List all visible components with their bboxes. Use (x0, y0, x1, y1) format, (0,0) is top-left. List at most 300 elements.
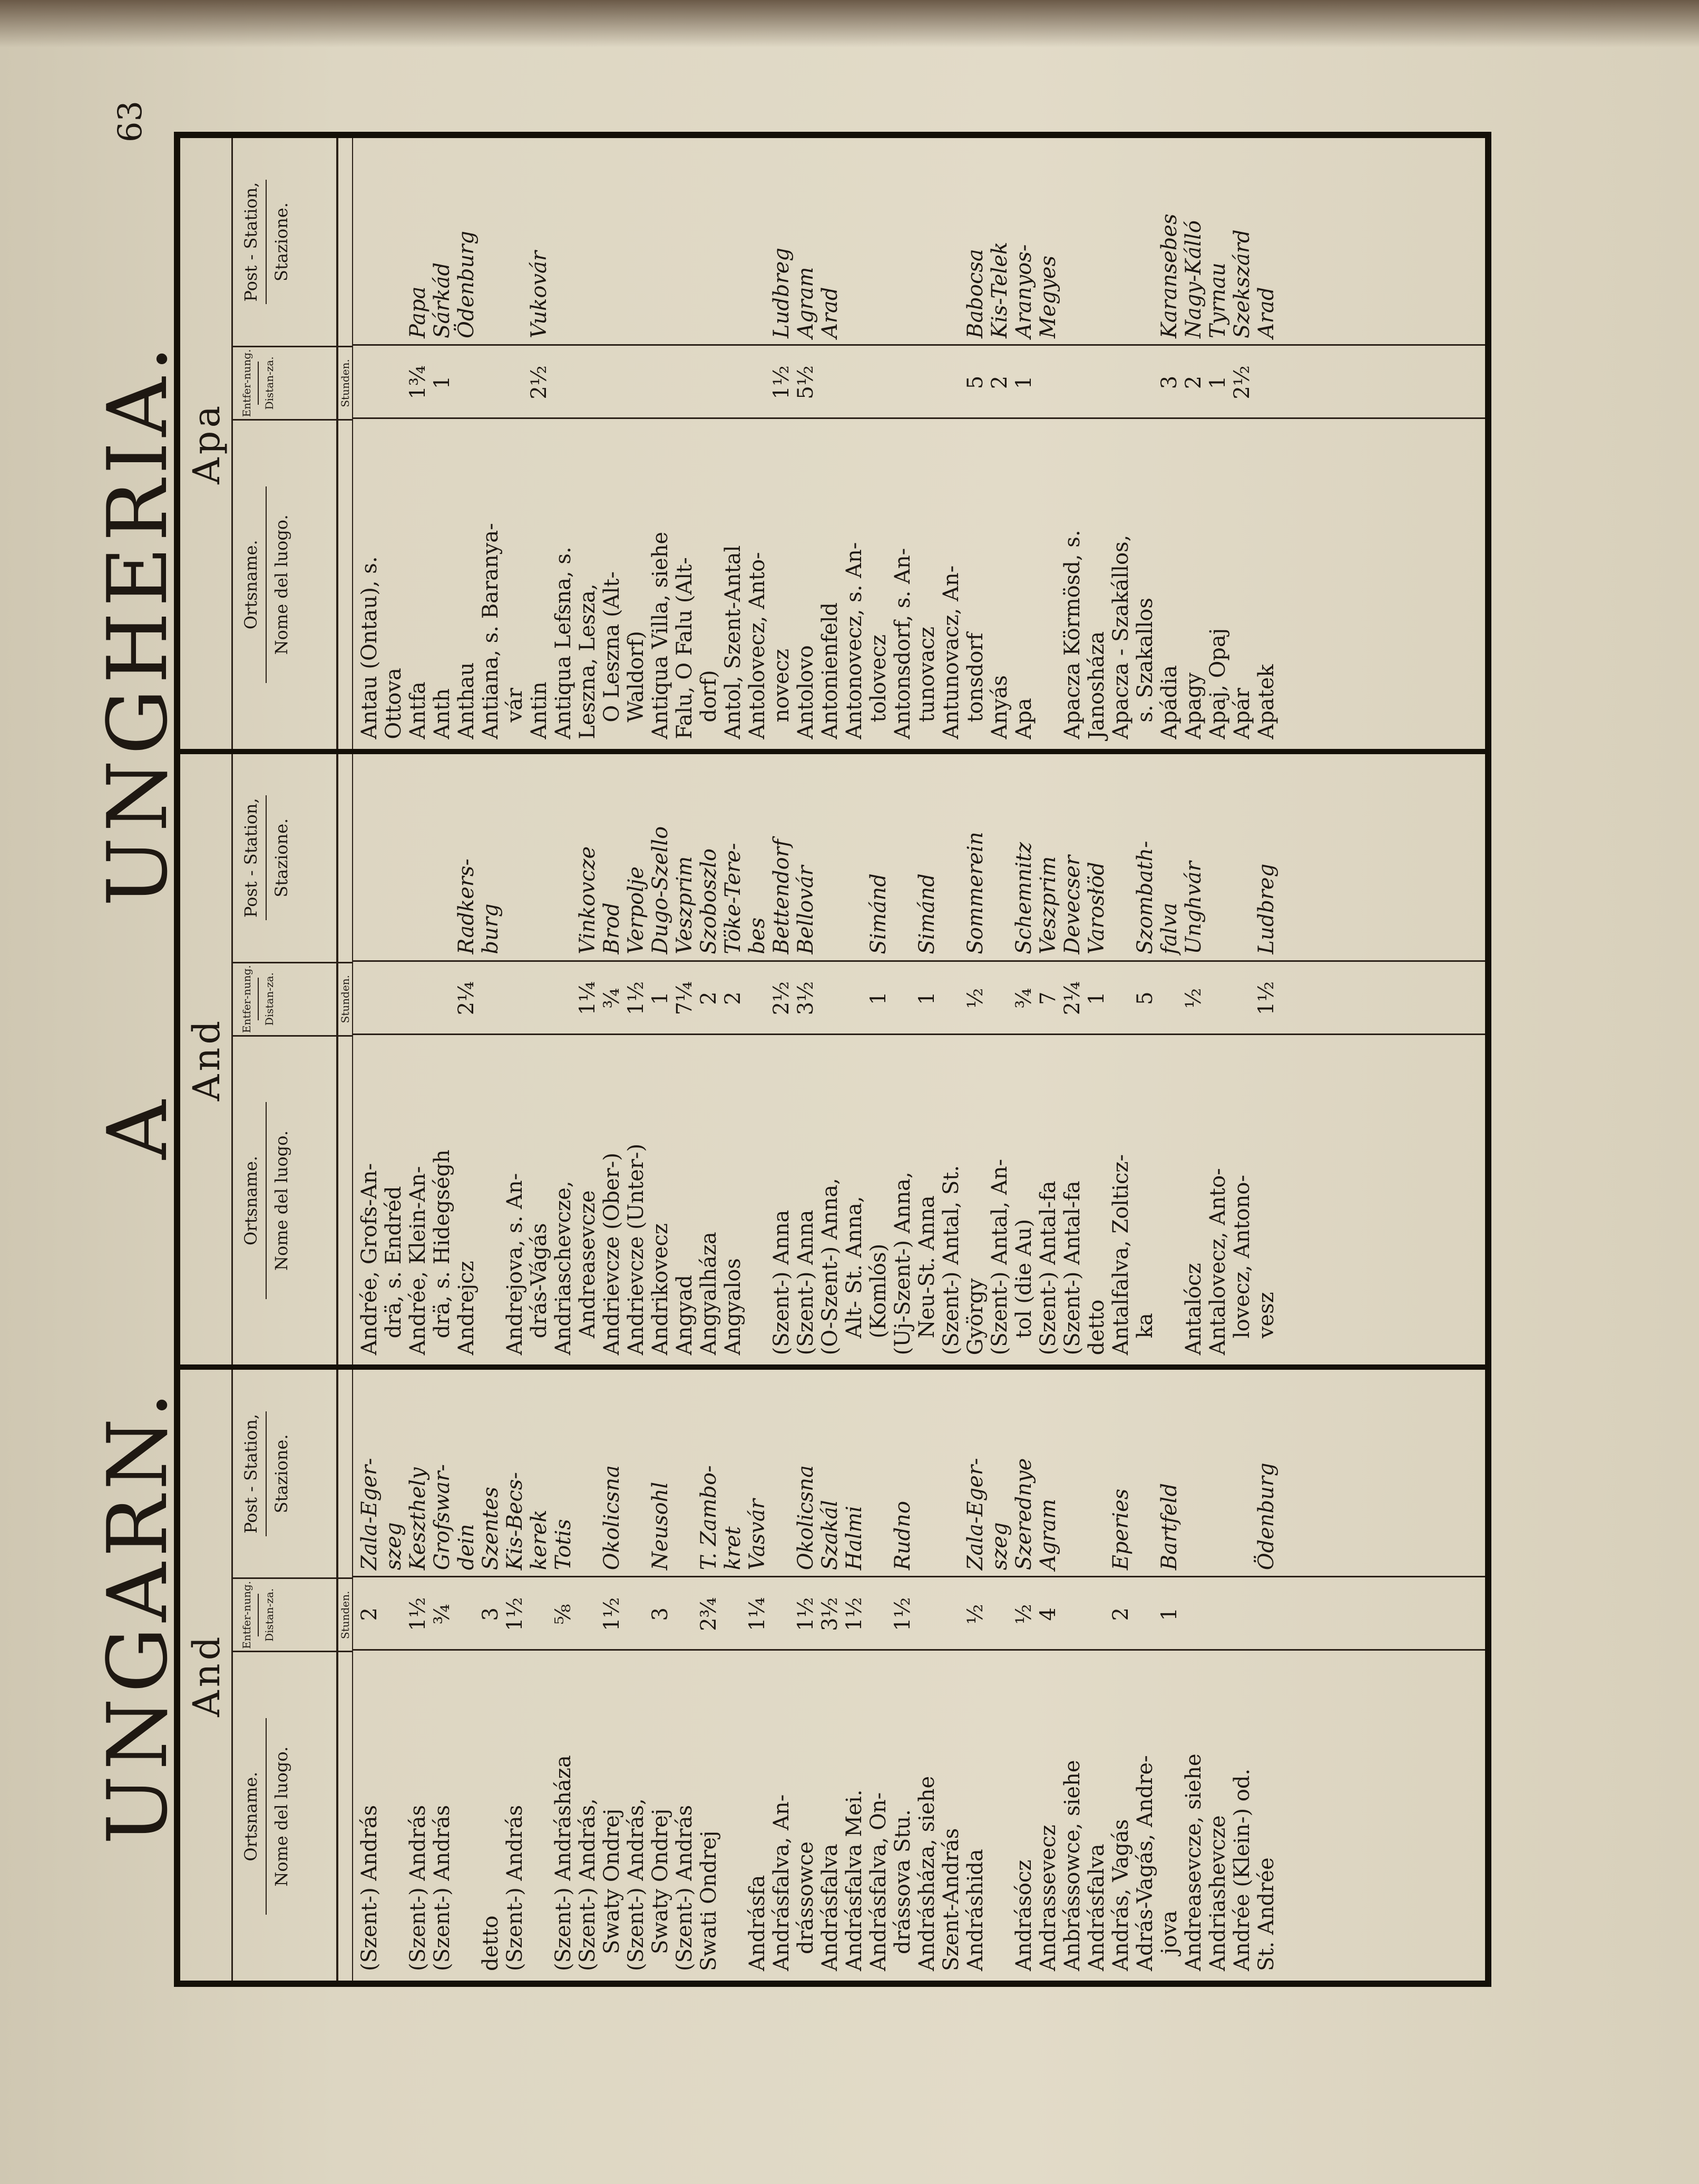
table-row (551, 754, 575, 1365)
table-row (479, 754, 503, 1365)
place-name: Andriaschevcze, (551, 1181, 575, 1356)
header-german: Post - Station, (241, 1413, 261, 1534)
place-name: jova (1157, 1910, 1182, 1954)
place-name: Andreasevcze (575, 1190, 600, 1339)
place-name: Apacza Körmösd, s. (1060, 530, 1085, 739)
distance (503, 346, 527, 419)
distance (382, 1577, 406, 1651)
rows-area (353, 138, 1485, 749)
place-name: Antiana, s. Baranya- (479, 523, 503, 739)
table-row (454, 138, 479, 749)
table-row (1230, 1370, 1254, 1981)
place-name: Andriashevcze (1206, 1815, 1230, 1971)
table-row (769, 754, 794, 1365)
place-name: (Szent-) Antal-fa (1036, 1181, 1060, 1356)
place-name: Apaj, Opaj (1206, 628, 1230, 739)
distance (818, 346, 842, 419)
post-station (1109, 754, 1133, 962)
table-row (1230, 754, 1254, 1365)
distance (842, 962, 866, 1035)
distance: 5 (1133, 991, 1157, 1005)
post-station (600, 138, 624, 346)
distance (745, 962, 769, 1035)
place-name: Andrásháza, siehe (915, 1776, 939, 1971)
header-left: UNGARN. (90, 1387, 185, 1845)
distance (915, 346, 939, 419)
entry-list (353, 1370, 1485, 1981)
table-row (818, 1370, 842, 1981)
place-name: Antonsdorf, s. An- (891, 548, 915, 739)
table-row (648, 1370, 672, 1981)
place-name: Antin (527, 681, 551, 739)
place-name: Andrásócz (1012, 1859, 1036, 1971)
post-station: Zala-Eger- (357, 1458, 382, 1571)
distance (1182, 1577, 1206, 1651)
table-row (1085, 754, 1109, 1365)
table-row (1060, 754, 1085, 1365)
place-name: Andrásfalva (818, 1844, 842, 1971)
units-label: Stunden. (338, 346, 352, 419)
header-german: Ortsname. (241, 1771, 261, 1861)
place-name: Andrassevecz (1036, 1825, 1060, 1971)
table-row (939, 1370, 963, 1981)
distance: 1¾ (406, 365, 430, 399)
distance (818, 962, 842, 1035)
header-rule (258, 1594, 259, 1637)
place-name: (Szent-) András (430, 1805, 454, 1971)
units-row (338, 138, 353, 749)
distance (551, 962, 575, 1035)
distance: 7 (1036, 991, 1060, 1005)
post-station: Schemnitz (1012, 842, 1036, 954)
header-italian: Stazione. (271, 202, 291, 281)
post-station: Bartfeld (1157, 1483, 1182, 1571)
place-name: Andrásfalva, An- (769, 1794, 794, 1971)
table-row (842, 754, 866, 1365)
column-divider (353, 1034, 1485, 1035)
table-row (357, 138, 382, 749)
distance: 2 (988, 375, 1012, 389)
distance (575, 346, 600, 419)
distance (479, 346, 503, 419)
place-name: tonsdorf (963, 632, 988, 723)
post-station (382, 754, 406, 962)
table-row (1060, 138, 1085, 749)
distance (1085, 1577, 1109, 1651)
place-name: Anthau (454, 662, 479, 739)
place-name: Antalfalva, Zolticz- (1109, 1154, 1133, 1356)
table-row (721, 754, 745, 1365)
units-blank (338, 754, 352, 962)
distance: ⅝ (551, 1604, 575, 1625)
post-station (1060, 1370, 1085, 1577)
place-name: Andrásfalva, On- (866, 1792, 891, 1971)
header-rule (266, 1411, 267, 1536)
column-headers (233, 138, 338, 749)
distance (357, 346, 382, 419)
distance: 2 (721, 991, 745, 1005)
place-name (988, 1651, 1012, 1981)
place-name: dorf) (697, 670, 721, 723)
post-station: szeg (988, 1522, 1012, 1571)
table-row (866, 138, 891, 749)
post-station (1085, 138, 1109, 346)
units-row (338, 754, 353, 1365)
distance: 2 (1109, 1607, 1133, 1621)
place-name: Swaty Ondrej (648, 1808, 672, 1954)
place-name: (Szent-) Antal, St. (939, 1165, 963, 1356)
post-station: Neusohl (648, 1481, 672, 1571)
place-name: (Szent-) Andrásháza (551, 1755, 575, 1971)
distance (915, 1577, 939, 1651)
distance: 1 (915, 991, 939, 1005)
distance (406, 962, 430, 1035)
table-row (503, 138, 527, 749)
post-station (527, 754, 551, 962)
table-row (406, 754, 430, 1365)
table-row (891, 1370, 915, 1981)
table-row (575, 754, 600, 1365)
section-heading: And (180, 754, 233, 1365)
distance: 3 (1157, 375, 1182, 389)
column-header-post-station (233, 754, 336, 962)
header-italian: Distan-za. (263, 972, 276, 1026)
place-name: (Szent-) András, (575, 1798, 600, 1971)
post-station: burg (479, 903, 503, 954)
units-blank (338, 1035, 352, 1365)
table-row (891, 138, 915, 749)
post-station: Totis (551, 1519, 575, 1571)
header-rule (266, 1102, 267, 1299)
distance: 1 (1085, 991, 1109, 1005)
place-name: vár (503, 688, 527, 723)
post-station: Nagy-Kálló (1182, 220, 1206, 338)
place-name: (Szent-) András (503, 1805, 527, 1971)
post-station (891, 754, 915, 962)
post-station: Megyes (1036, 255, 1060, 338)
place-name: s. Szakallos (1133, 598, 1157, 723)
distance: 1¼ (575, 981, 600, 1016)
place-name: detto (1085, 1299, 1109, 1356)
place-name (382, 1651, 406, 1981)
header-german: Post - Station, (241, 182, 261, 302)
distance (624, 1577, 648, 1651)
place-name: Antol, Szent-Antal (721, 545, 745, 739)
column-divider (353, 1576, 1485, 1577)
place-name: Andreasevcze, siehe (1182, 1753, 1206, 1971)
table-row (672, 754, 697, 1365)
place-name: Angyad (672, 1275, 697, 1356)
distance (939, 346, 963, 419)
distance (769, 1577, 794, 1651)
distance (866, 1577, 891, 1651)
entry-list (353, 138, 1485, 749)
header-italian: Nome del luogo. (271, 1746, 291, 1887)
table-section (180, 138, 1485, 749)
place-name: Swaty Ondrej (600, 1808, 624, 1954)
distance (1036, 346, 1060, 419)
table-row (624, 1370, 648, 1981)
post-station: Aranyos- (1012, 244, 1036, 338)
units-blank (338, 419, 352, 749)
distance (624, 346, 648, 419)
place-name: Andrásfalva Mei. (842, 1789, 866, 1971)
post-station (915, 1370, 939, 1577)
place-name: (Szent-) Antal-fa (1060, 1181, 1085, 1356)
column-header-name (233, 1035, 336, 1365)
distance: 1 (1206, 375, 1230, 389)
place-name: Andrievcze (Ober-) (600, 1153, 624, 1356)
post-station: Dugo-Szello (648, 826, 672, 954)
post-station: Szentes (479, 1487, 503, 1571)
table-row (648, 754, 672, 1365)
post-station (939, 138, 963, 346)
distance: 1½ (891, 1597, 915, 1631)
table-row (769, 1370, 794, 1981)
rows-area (353, 1370, 1485, 1981)
distance (1060, 1577, 1085, 1651)
distance (1254, 1577, 1278, 1651)
distance (430, 962, 454, 1035)
post-station: T. Zambo- (697, 1465, 721, 1571)
header-rule (266, 1718, 267, 1915)
place-name: Andrásfa (745, 1875, 769, 1971)
distance: ¾ (430, 1604, 454, 1625)
distance (1085, 346, 1109, 419)
distance (1060, 346, 1085, 419)
header-german: Ortsname. (241, 540, 261, 630)
post-station (1230, 754, 1254, 962)
distance (1133, 346, 1157, 419)
place-name: Apár (1230, 688, 1254, 739)
place-name (1157, 1035, 1182, 1365)
post-station: Ödenburg (1254, 1462, 1278, 1571)
distance (866, 346, 891, 419)
table-row (1230, 138, 1254, 749)
table-row (382, 1370, 406, 1981)
post-station: Vinkovcze (575, 846, 600, 954)
post-station (939, 754, 963, 962)
column-header-distance (233, 962, 336, 1035)
place-name: drássova Stu. (891, 1809, 915, 1954)
section-heading: Apa (180, 138, 233, 749)
distance: 3½ (818, 1597, 842, 1631)
place-name: Antiqua Villa, siehe (648, 531, 672, 739)
place-name: Antolovo (794, 645, 818, 739)
header-german: Entfer-nung. (240, 349, 253, 417)
place-name: Antalovecz, Anto- (1206, 1168, 1230, 1356)
distance: 2¼ (454, 981, 479, 1016)
table-row (430, 138, 454, 749)
place-name: tol (die Au) (1012, 1219, 1036, 1339)
header-rule (258, 362, 259, 405)
distance (575, 1577, 600, 1651)
table-row (551, 1370, 575, 1981)
place-name: (Szent-) András, (624, 1798, 648, 1971)
table-row (963, 754, 988, 1365)
distance (745, 346, 769, 419)
place-name: Andrejcz (454, 1261, 479, 1356)
distance: 1½ (769, 365, 794, 399)
table-row (503, 754, 527, 1365)
table-row (1206, 754, 1230, 1365)
distance: ½ (963, 1604, 988, 1625)
place-name: Antalócz (1182, 1263, 1206, 1356)
table-row (1036, 1370, 1060, 1981)
post-station: bes (745, 917, 769, 954)
distance (527, 1577, 551, 1651)
table-row (1157, 138, 1182, 749)
table-row (1182, 754, 1206, 1365)
post-station: Szoboszlo (697, 848, 721, 954)
column-divider (353, 960, 1485, 962)
post-station: Radkers- (454, 859, 479, 954)
post-station (624, 1370, 648, 1577)
distance: 1½ (624, 981, 648, 1016)
place-name: novecz (769, 649, 794, 723)
distance: 2½ (769, 981, 794, 1016)
place-name: Angyalháza (697, 1232, 721, 1356)
place-name: Antonienfeld (818, 602, 842, 739)
table-row (988, 1370, 1012, 1981)
post-station: Szerednye (1012, 1458, 1036, 1571)
post-station (915, 138, 939, 346)
table-row (600, 138, 624, 749)
post-station (357, 138, 382, 346)
table-row (866, 754, 891, 1365)
place-name: (Szent-) Anna (769, 1210, 794, 1356)
distance: 1½ (842, 1597, 866, 1631)
header-german: Ortsname. (241, 1156, 261, 1245)
place-name: Adrás-Vagás, Andre- (1133, 1755, 1157, 1971)
table-row (430, 754, 454, 1365)
distance (503, 962, 527, 1035)
post-station (1206, 754, 1230, 962)
distance (357, 962, 382, 1035)
distance: 2½ (1230, 365, 1254, 399)
table-row (697, 754, 721, 1365)
post-station (624, 138, 648, 346)
table-row (503, 1370, 527, 1981)
table-row (1060, 1370, 1085, 1981)
table-row (745, 138, 769, 749)
place-name (1036, 419, 1060, 749)
distance (672, 1577, 697, 1651)
table-row (721, 1370, 745, 1981)
place-name: Neu-St. Anna (915, 1195, 939, 1339)
place-name: drássowce (794, 1841, 818, 1954)
distance: 5½ (794, 365, 818, 399)
table-row (963, 138, 988, 749)
distance: 2¼ (1060, 981, 1085, 1016)
post-station (503, 138, 527, 346)
post-station (1060, 138, 1085, 346)
distance (721, 1577, 745, 1651)
post-station: Agram (1036, 1498, 1060, 1571)
units-blank (338, 1651, 352, 1981)
table-section (180, 1364, 1485, 1981)
table-row (963, 1370, 988, 1981)
column-header-distance (233, 1577, 336, 1651)
post-station (1230, 1370, 1254, 1577)
post-station: Sárkád (430, 262, 454, 338)
distance: 2 (697, 991, 721, 1005)
post-station: Brod (600, 902, 624, 954)
table-row (357, 754, 382, 1365)
table-row (575, 138, 600, 749)
table-row (818, 754, 842, 1365)
table-row (479, 1370, 503, 1981)
table-row (454, 1370, 479, 1981)
post-station: Eperies (1109, 1488, 1133, 1571)
distance: 3 (479, 1607, 503, 1621)
post-station (479, 138, 503, 346)
table-row (1206, 1370, 1230, 1981)
distance (1230, 1577, 1254, 1651)
table-row (988, 138, 1012, 749)
place-name: Leszna, Lesza, (575, 583, 600, 739)
post-station: Vukovár (527, 250, 551, 338)
place-name: Andrée, Grofs-An- (357, 1163, 382, 1356)
place-name: Apatek (1254, 664, 1278, 739)
distance (382, 962, 406, 1035)
post-station: Unghvár (1182, 861, 1206, 954)
distance: 1½ (1254, 981, 1278, 1016)
table-row (697, 1370, 721, 1981)
distance (454, 346, 479, 419)
table-row (794, 138, 818, 749)
distance: 1½ (600, 1597, 624, 1631)
distance: 1 (866, 991, 891, 1005)
table-row (1133, 1370, 1157, 1981)
units-label: Stunden. (338, 962, 352, 1035)
post-station: Devecser (1060, 855, 1085, 954)
post-station: Arad (1254, 287, 1278, 338)
place-name: tolovecz (866, 634, 891, 723)
place-name (721, 1651, 745, 1981)
place-name: Anbrássowce, siehe (1060, 1760, 1085, 1971)
table-row (672, 1370, 697, 1981)
distance: 1½ (406, 1597, 430, 1631)
distance: 3 (648, 1607, 672, 1621)
table-row (1012, 138, 1036, 749)
place-name: (Komlós) (866, 1243, 891, 1339)
place-name: Antonovecz, s. An- (842, 542, 866, 739)
table-row (575, 1370, 600, 1981)
place-name: (Szent-) Anna (794, 1210, 818, 1356)
table-row (866, 1370, 891, 1981)
table-row (648, 138, 672, 749)
place-name: ka (1133, 1313, 1157, 1339)
place-name: Anyás (988, 675, 1012, 739)
table-row (1157, 754, 1182, 1365)
table-row (794, 1370, 818, 1981)
post-station: Tyrnau (1206, 262, 1230, 338)
post-station: kret (721, 1526, 745, 1571)
place-name: György (963, 1278, 988, 1356)
post-station: Babocsa (963, 249, 988, 338)
header-letter: A (90, 1095, 185, 1159)
gazetteer-table (174, 132, 1491, 1987)
table-row (1254, 1370, 1278, 1981)
distance (891, 346, 915, 419)
post-station (406, 754, 430, 962)
post-station: Arad (818, 287, 842, 338)
distance (382, 346, 406, 419)
distance (1230, 962, 1254, 1035)
place-name: drás-Vágás (527, 1223, 551, 1339)
table-row (430, 1370, 454, 1981)
